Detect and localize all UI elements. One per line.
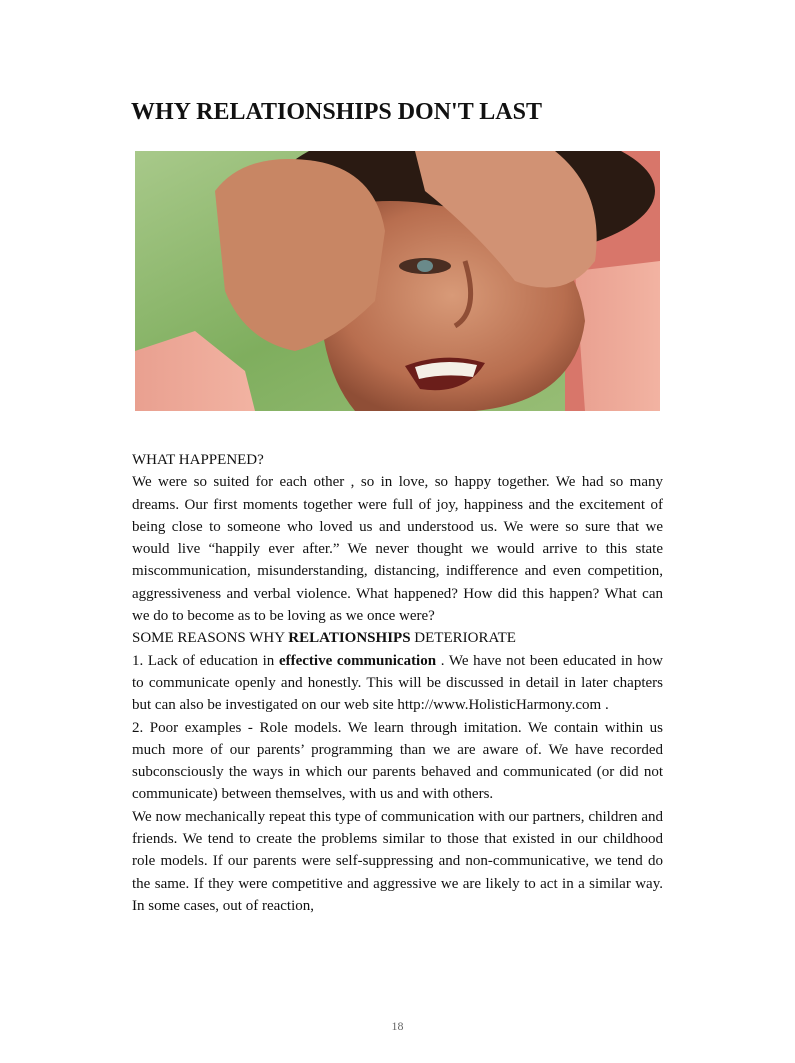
- heading-bold-text: RELATIONSHIPS: [288, 630, 411, 647]
- man-holding-head-image: [135, 151, 660, 411]
- article-body: [132, 449, 663, 917]
- item1-bold-text: effective communication: [278, 652, 437, 669]
- section-heading-what-happened: WHAT HAPPENED?: [132, 452, 264, 468]
- page-title: WHY RELATIONSHIPS DON'T LAST: [131, 99, 542, 125]
- heading-text: SOME REASONS WHY: [132, 630, 289, 647]
- paragraph-what-happened: We were so suited for each other , so in love, so happy together. We had so many dreams. Our first moments together were full of joy, happiness and the excitement of being close to someone who loved us and understood us. We were so sure that we would live “happily ever after.” We never thought we would arrive to this state miscommunication, misunderstanding, distancing, indifference and even competition, aggressiveness and verbal violence. What happened? How did this happen? What can we do to become as to be loving as we once were?: [132, 474, 663, 625]
- item1-text-end: . We have not been educated in how to communicate openly and honestly. This will be discussed in detail in later chapters but can also be investigated on our web site http://www.HolisticHarmony.com .: [132, 652, 663, 714]
- reason-item-2-continued: We now mechanically repeat this type of communication with our partners, children and friends. We tend to create the problems similar to those that existed in our childhood role models. If our parents were self-suppressing and non-communicative, we tend do the same. If they were competitive and aggressive we are likely to act in a similar way. In some cases, out of reaction,: [132, 808, 663, 914]
- reason-item-2: 2. Poor examples - Role models. We learn through imitation. We contain within us much more of our parents’ programming than we are aware of. We have recorded subconsciously the ways in which our parents behaved and communicated (or did not communicate) between themselves, with us and with others.: [132, 719, 663, 803]
- reason-item-1: [132, 650, 663, 717]
- heading-text-end: DETERIORATE: [410, 630, 516, 647]
- photo-stressed-man: [135, 151, 660, 411]
- page-number: 18: [391, 1019, 404, 1033]
- item1-text: 1. Lack of education in: [132, 652, 279, 669]
- section-heading-reasons: [132, 627, 663, 649]
